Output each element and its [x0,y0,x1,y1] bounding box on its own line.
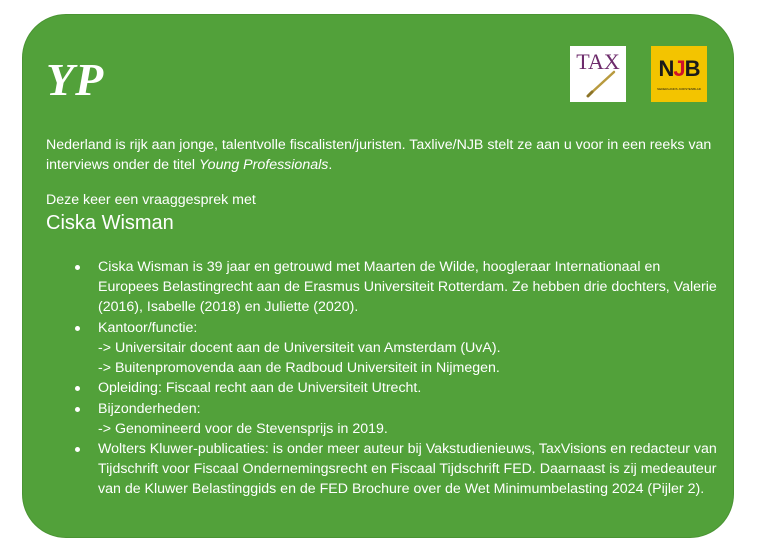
lead-text: Deze keer een vraaggesprek met [46,192,256,208]
njb-logo-subtitle: NEDERLANDS JURISTENBLAD [657,87,701,91]
njb-letter-b: B [684,56,700,81]
njb-letter-j: J [673,56,685,81]
bullet-icon [75,265,80,270]
bullet-icon [75,326,80,331]
bullet-line: Ciska Wisman is 39 jaar en getrouwd met Maarten de Wilde, hoogleraar Internationaal en Europees Belastingrecht aan de Erasmus Universiteit Rotterdam. Ze hebben drie dochters, Valerie (2016), Isabelle (2018) en Juliette (2020). [98,259,717,315]
bullet-icon [75,447,80,452]
bullet-line: Bijzonderheden: [98,400,201,417]
list-item [23,439,723,499]
njb-letter-n: N [658,56,674,81]
bullet-line: Opleiding: Fiscaal recht aan de Universiteit Utrecht. [98,380,422,396]
bullet-line: -> Buitenpromovenda aan de Radboud Universiteit in Nijmegen. [98,359,500,376]
bullet-line: Wolters Kluwer-publicaties: is onder meer auteur bij Vakstudienieuws, TaxVisions en redacteur van Tijdschrift voor Fiscaal Ondernemingsrecht en Fiscaal Tijdschrift FED. Daarnaast is zij medeauteur van de Kluwer Belastinggids en de FED Brochure over de Wet Minimumbelasting 2024 (Pijler 2). [98,441,717,497]
intro-paragraph [46,135,736,175]
list-item [23,257,723,317]
intro-series-title: Young Professionals [199,157,329,173]
njb-logo[interactable] [651,46,707,102]
bullet-line: -> Universitair docent aan de Universiteit van Amsterdam (UvA). [98,339,501,356]
bullet-icon [75,386,80,391]
intro-text: Nederland is rijk aan jonge, talentvolle fiscalisten/juristen. Taxlive/NJB stelt ze aan u voor in een reeks van interviews onder de titel [46,137,712,173]
person-name: Ciska Wisman [46,212,174,234]
list-item [23,399,723,439]
yp-card [22,14,734,538]
list-item [23,318,723,378]
list-item [23,378,723,398]
yp-badge: YP [46,54,105,105]
taxlive-logo-text: TAX [576,49,620,74]
bullet-icon [75,407,80,412]
njb-logo-text [651,56,707,82]
bullet-line: -> Genomineerd voor de Stevensprijs in 2019. [98,420,388,437]
bullet-line: Kantoor/functie: [98,319,198,336]
taxlive-logo[interactable] [570,46,626,102]
intro-end: . [328,157,333,173]
profile-bullet-list [23,257,723,500]
